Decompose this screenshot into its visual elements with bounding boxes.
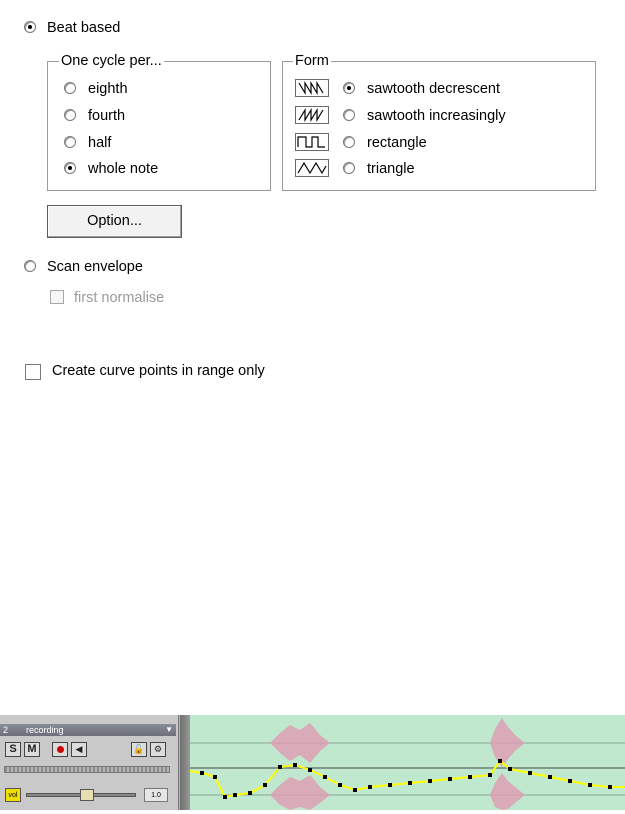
first-normalise-label[interactable]: first normalise [74, 290, 165, 306]
form-title: Form [295, 53, 329, 69]
curve-point[interactable] [548, 775, 552, 779]
one-cycle-per-group [47, 61, 271, 191]
volume-slider-handle[interactable] [80, 789, 94, 801]
chevron-down-icon[interactable]: ▼ [165, 725, 173, 734]
curve-point[interactable] [233, 793, 237, 797]
speaker-icon: ◀ [75, 744, 83, 754]
range-only-label[interactable]: Create curve points in range only [52, 363, 265, 379]
beat-based-label[interactable]: Beat based [47, 20, 121, 36]
curve-point[interactable] [248, 791, 252, 795]
beat-based-radio[interactable] [24, 21, 36, 33]
cycle-fourth-label[interactable]: fourth [88, 108, 126, 124]
form-rectangle-label[interactable]: rectangle [367, 135, 427, 151]
form-sawtooth-increasingly-label[interactable]: sawtooth increasingly [367, 108, 506, 124]
curve-point[interactable] [498, 759, 502, 763]
curve-point[interactable] [200, 771, 204, 775]
option-button[interactable]: Option... [47, 205, 182, 238]
one-cycle-per-title: One cycle per... [61, 53, 162, 69]
form-sawtooth-decrescent-label[interactable]: sawtooth decrescent [367, 81, 500, 97]
curve-point[interactable] [293, 763, 297, 767]
curve-point[interactable] [608, 785, 612, 789]
curve-point[interactable] [278, 765, 282, 769]
form-sawtooth-decrescent-radio[interactable] [343, 82, 355, 94]
curve-point[interactable] [368, 785, 372, 789]
cycle-eighth-radio[interactable] [64, 82, 76, 94]
lock-button[interactable] [131, 742, 147, 757]
curve-point[interactable] [408, 781, 412, 785]
sawtooth-down-icon [295, 79, 329, 97]
form-triangle-radio[interactable] [343, 162, 355, 174]
scan-envelope-label[interactable]: Scan envelope [47, 259, 143, 275]
volume-value: 1.0 [144, 788, 168, 802]
track-lane[interactable] [190, 715, 625, 810]
curve-point[interactable] [488, 773, 492, 777]
cycle-eighth-label[interactable]: eighth [88, 81, 128, 97]
vol-badge: vol [5, 788, 21, 802]
curve-point[interactable] [323, 775, 327, 779]
panel-divider[interactable] [180, 715, 190, 810]
cycle-half-label[interactable]: half [88, 135, 112, 151]
triangle-wave-icon [295, 159, 329, 177]
square-wave-icon [295, 133, 329, 151]
level-meter [4, 766, 170, 773]
gear-icon: ⚙ [153, 744, 163, 754]
track-strip [0, 715, 625, 810]
record-button[interactable] [52, 742, 68, 757]
curve-point[interactable] [223, 795, 227, 799]
curve-point[interactable] [353, 788, 357, 792]
curve-point[interactable] [588, 783, 592, 787]
solo-button[interactable]: S [5, 742, 21, 757]
curve-point[interactable] [388, 783, 392, 787]
sawtooth-up-icon [295, 106, 329, 124]
form-rectangle-radio[interactable] [343, 136, 355, 148]
track-control-panel [0, 715, 179, 810]
first-normalise-checkbox[interactable] [50, 290, 64, 304]
range-only-checkbox[interactable] [25, 364, 41, 380]
curve-point[interactable] [528, 771, 532, 775]
scan-envelope-radio[interactable] [24, 260, 36, 272]
curve-point[interactable] [338, 783, 342, 787]
curve-point[interactable] [448, 777, 452, 781]
automation-curve [190, 761, 625, 797]
curve-point[interactable] [568, 779, 572, 783]
lock-icon: 🔓 [133, 744, 145, 754]
curve-point[interactable] [428, 779, 432, 783]
settings-button[interactable] [150, 742, 166, 757]
curve-point[interactable] [263, 783, 267, 787]
volume-slider[interactable] [26, 793, 136, 797]
curve-point[interactable] [508, 767, 512, 771]
cycle-whole-note-radio[interactable] [64, 162, 76, 174]
monitor-button[interactable] [71, 742, 87, 757]
track-header[interactable] [0, 724, 176, 736]
curve-point[interactable] [308, 768, 312, 772]
form-sawtooth-increasingly-radio[interactable] [343, 109, 355, 121]
mute-button[interactable]: M [24, 742, 40, 757]
curve-point[interactable] [468, 775, 472, 779]
cycle-fourth-radio[interactable] [64, 109, 76, 121]
cycle-half-radio[interactable] [64, 136, 76, 148]
track-name[interactable]: recording [26, 725, 64, 735]
form-triangle-label[interactable]: triangle [367, 161, 415, 177]
cycle-whole-note-label[interactable]: whole note [88, 161, 159, 177]
waveform-and-curve [190, 715, 625, 810]
curve-point[interactable] [213, 775, 217, 779]
track-number: 2 [3, 725, 9, 735]
record-icon [57, 746, 64, 753]
